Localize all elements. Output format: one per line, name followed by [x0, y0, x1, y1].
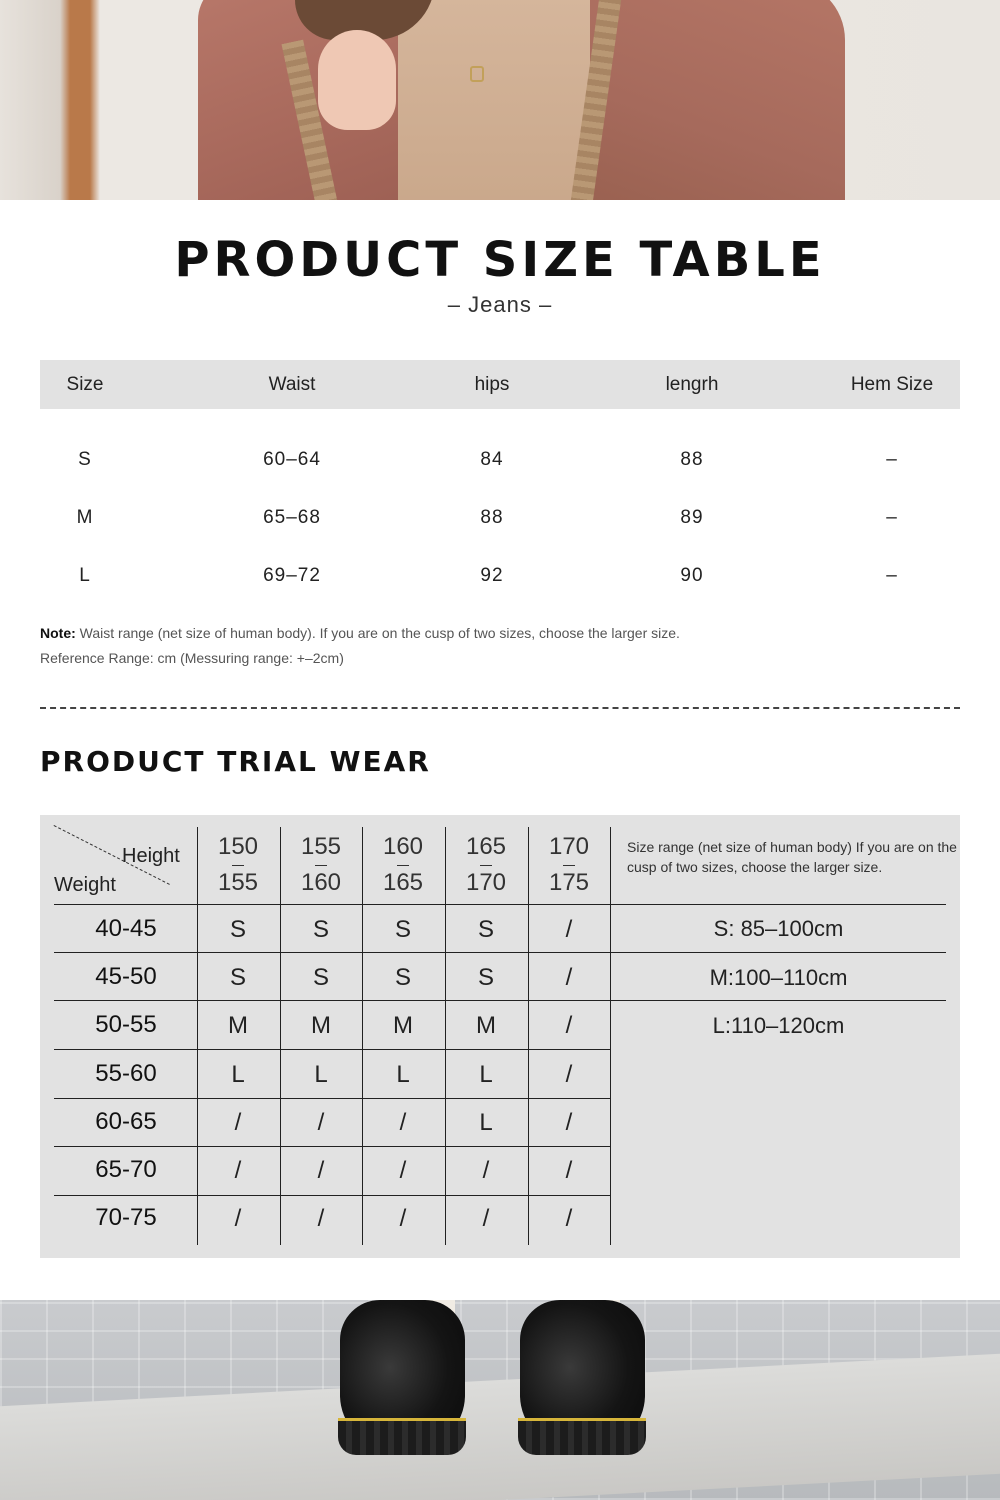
page-title: PRODUCT SIZE TABLE: [174, 232, 826, 288]
boot-sole-right: [518, 1418, 646, 1455]
size-value: S: [229, 964, 246, 991]
grid-line: [54, 1195, 610, 1196]
size-value: L: [396, 1061, 410, 1088]
stone-step-shape: [0, 1354, 1000, 1500]
size-value: /: [234, 1109, 242, 1136]
hem-cell: –: [886, 507, 898, 528]
size-value: S: [229, 916, 246, 943]
size-value: /: [565, 1012, 573, 1039]
grid-line: [54, 904, 946, 905]
height-header: [528, 835, 610, 895]
size-value: /: [565, 916, 573, 943]
length-cell: 88: [680, 449, 704, 470]
height-top: 170: [548, 833, 590, 860]
grid-line: [54, 952, 946, 953]
size-value: L: [479, 1061, 493, 1088]
page-subtitle: – Jeans –: [447, 292, 553, 317]
height-bottom: 160: [280, 871, 362, 895]
size-range-m: M:100–110cm: [709, 965, 848, 990]
trial-wear-title: PRODUCT TRIAL WEAR: [40, 745, 431, 778]
bottom-boots-photo: [0, 1300, 1000, 1500]
size-range-l: L:110–120cm: [712, 1013, 845, 1038]
hem-cell: –: [886, 565, 898, 586]
size-value: /: [234, 1205, 242, 1232]
reference-range-note: Reference Range: cm (Messuring range: +–2cm): [40, 650, 344, 666]
size-cell: L: [79, 565, 91, 586]
size-value: /: [317, 1157, 325, 1184]
size-value: S: [394, 916, 411, 943]
size-value: S: [312, 916, 329, 943]
height-top: 165: [465, 833, 507, 860]
size-value: /: [565, 1157, 573, 1184]
size-value: /: [482, 1157, 490, 1184]
hand-shape: [318, 30, 396, 130]
length-cell: 90: [680, 565, 704, 586]
size-value: /: [399, 1205, 407, 1232]
height-header: [197, 835, 279, 895]
size-value: M: [311, 1012, 331, 1039]
size-value: L: [479, 1109, 493, 1136]
note-label: Note:: [40, 625, 76, 641]
size-range-note: Size range (net size of human body) If you are on the cusp of two sizes, choose the larger size.: [627, 839, 957, 875]
grid-line: [54, 1146, 610, 1147]
coat-right-shape: [590, 0, 845, 200]
hips-cell: 84: [480, 449, 504, 470]
weight-axis-label: Weight: [54, 874, 116, 896]
size-value: /: [565, 1061, 573, 1088]
size-value: /: [234, 1157, 242, 1184]
size-value: /: [482, 1205, 490, 1232]
header-length: lengrh: [665, 374, 719, 395]
hips-cell: 92: [480, 565, 504, 586]
size-value: S: [312, 964, 329, 991]
height-bottom: 170: [445, 871, 527, 895]
top-model-photo: [0, 0, 1000, 200]
weight-label: 65-70: [95, 1156, 157, 1183]
weight-label: 70-75: [95, 1204, 157, 1231]
height-top: 155: [300, 833, 342, 860]
weight-label: 50-55: [95, 1011, 157, 1038]
height-top: 150: [217, 833, 259, 860]
size-note: [40, 625, 680, 641]
hem-cell: –: [886, 449, 898, 470]
hips-cell: 88: [480, 507, 504, 528]
grid-line: [54, 1098, 610, 1099]
size-value: L: [314, 1061, 328, 1088]
boot-sole-left: [338, 1418, 466, 1455]
height-bottom: 175: [528, 871, 610, 895]
waist-cell: 65–68: [263, 507, 321, 528]
length-cell: 89: [680, 507, 704, 528]
size-value: M: [228, 1012, 248, 1039]
size-value: S: [477, 964, 494, 991]
header-waist: Waist: [268, 374, 316, 395]
size-value: /: [399, 1157, 407, 1184]
size-value: S: [477, 916, 494, 943]
waist-cell: 60–64: [263, 449, 321, 470]
waist-cell: 69–72: [263, 565, 321, 586]
size-value: /: [565, 1205, 573, 1232]
header-size: Size: [66, 374, 104, 395]
table-row: [40, 499, 960, 539]
table-row: [40, 557, 960, 597]
note-text: Waist range (net size of human body). If you are on the cusp of two sizes, choose the larger size.: [75, 625, 680, 641]
size-value: L: [231, 1061, 245, 1088]
size-range-s: S: 85–100cm: [713, 916, 844, 941]
header-hem-size: Hem Size: [850, 374, 934, 395]
size-value: /: [317, 1205, 325, 1232]
weight-label: 45-50: [95, 963, 157, 990]
height-header: [445, 835, 527, 895]
grid-line: [54, 1000, 946, 1001]
size-value: /: [399, 1109, 407, 1136]
size-value: /: [565, 1109, 573, 1136]
size-value: M: [393, 1012, 413, 1039]
height-header: [362, 835, 444, 895]
size-value: /: [565, 964, 573, 991]
header-hips: hips: [474, 374, 510, 395]
height-top: 160: [382, 833, 424, 860]
weight-label: 60-65: [95, 1108, 157, 1135]
weight-label: 55-60: [95, 1060, 157, 1087]
height-bottom: 165: [362, 871, 444, 895]
grid-line: [54, 1049, 610, 1050]
weight-label: 40-45: [95, 915, 157, 942]
size-value: /: [317, 1109, 325, 1136]
dashed-divider: [40, 707, 960, 709]
size-value: S: [394, 964, 411, 991]
size-value: M: [476, 1012, 496, 1039]
size-table-header: [40, 360, 960, 409]
height-bottom: 155: [197, 871, 279, 895]
size-cell: M: [76, 507, 94, 528]
height-axis-label: Height: [122, 845, 180, 867]
table-row: [40, 441, 960, 481]
size-cell: S: [78, 449, 92, 470]
height-header: [280, 835, 362, 895]
trial-wear-table: [40, 815, 960, 1258]
pendant-shape: [470, 66, 484, 82]
